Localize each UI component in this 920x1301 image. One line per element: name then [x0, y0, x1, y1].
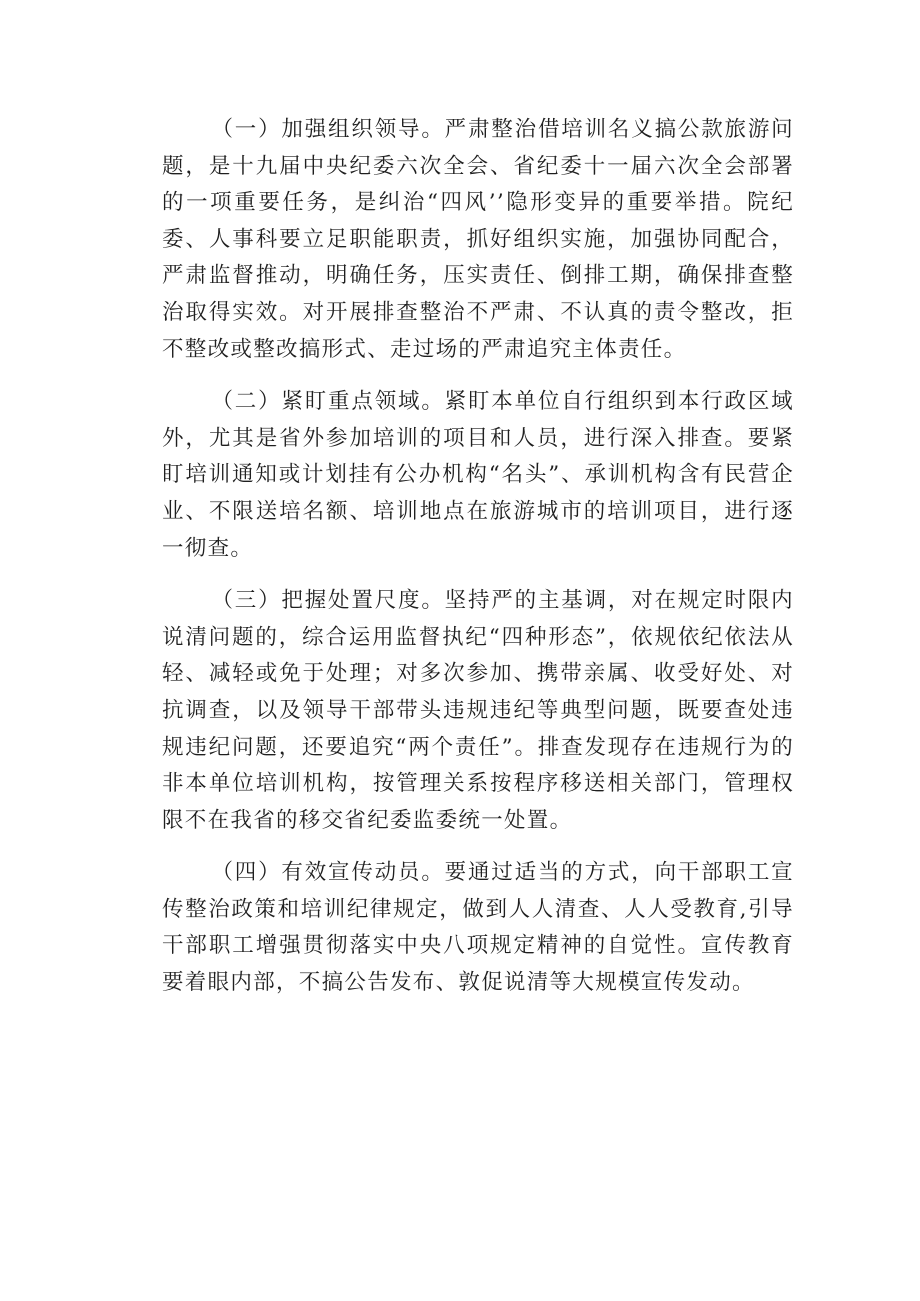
paragraph-strengthen-leadership: （一）加强组织领导。严肃整治借培训名义搞公款旅游问题，是十九届中央纪委六次全会、省纪委十一届六次全会部署的一项重要任务，是纠治“四风’’隐形变异的重要举措。院纪委、人事科要立足职能职责，抓好组织实施，加强协同配合，严肃监督推动，明确任务，压实责任、倒排工期，确保排查整治取得实效。对开展排查整治不严肃、不认真的责令整改，拒不整改或整改搞形式、走过场的严肃追究主体责任。: [162, 117, 794, 362]
paragraph-handling-measures: （三）把握处置尺度。坚持严的主基调，对在规定时限内说清问题的，综合运用监督执纪“四种形态”，依规依纪依法从轻、减轻或免于处理；对多次参加、携带亲属、收受好处、对抗调查，以及领导干部带头违规违纪等典型问题，既要查处违规违纪问题，还要追究“两个责任”。排查发现存在违规行为的非本单位培训机构，按管理关系按程序移送相关部门，管理权限不在我省的移交省纪委监委统一处置。: [162, 588, 794, 833]
document-body: [162, 112, 794, 1018]
paragraph-focus-key-areas: （二）紧盯重点领域。紧盯本单位自行组织到本行政区域外，尤其是省外参加培训的项目和人员，进行深入排查。要紧盯培训通知或计划挂有公办机构“名头”、承训机构含有民营企业、不限送培名额、培训地点在旅游城市的培训项目，进行逐一彻查。: [162, 389, 794, 561]
paragraph-publicity-mobilization: （四）有效宣传动员。要通过适当的方式，向干部职工宣传整治政策和培训纪律规定，做到人人清查、人人受教育,引导干部职工增强贯彻落实中央八项规定精神的自觉性。宣传教育要着眼内部，不搞公告发布、敦促说清等大规模宣传发动。: [162, 860, 794, 996]
